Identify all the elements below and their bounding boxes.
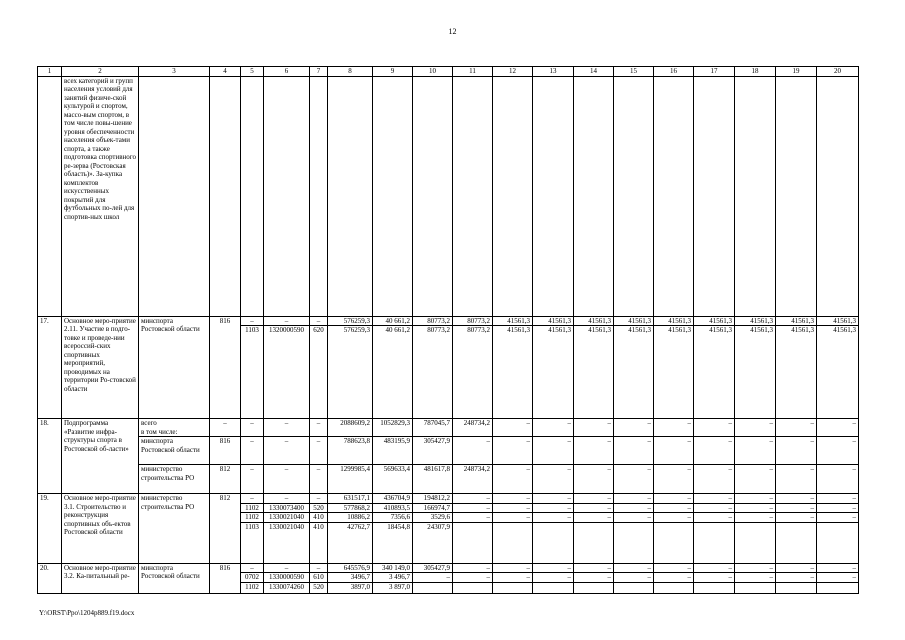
value-cell: – — [574, 419, 614, 437]
executor-label: минспорта Ростовской области — [141, 437, 200, 454]
executor-cell: минспорта Ростовской области — [139, 563, 210, 593]
column-number-header: 13 — [533, 67, 574, 77]
expense-type-cell: – — [310, 465, 328, 494]
executor-label: министерство строительства РО — [141, 465, 195, 482]
value-cell: 41561,3 — [493, 326, 533, 419]
empty-cell — [614, 76, 654, 316]
empty-cell — [413, 76, 453, 316]
section-code-cell: 1102 — [241, 513, 264, 523]
file-path-footer: Y:\ORST\Ppo\1204p889.f19.docx — [39, 609, 135, 617]
expense-type-cell: 410 — [310, 522, 328, 563]
value-cell: – — [694, 494, 735, 504]
value-cell: – — [654, 465, 694, 494]
value-cell: 80773,2 — [453, 326, 493, 419]
column-number-header: 8 — [328, 67, 373, 77]
value-cell: 576259,3 — [328, 316, 373, 326]
value-cell: 166974,7 — [413, 503, 453, 513]
executor-cell — [139, 419, 210, 437]
executor-label: всего — [141, 419, 157, 427]
value-cell: 577868,2 — [328, 503, 373, 513]
grbs-cell: 816 — [210, 316, 241, 419]
value-cell: – — [574, 563, 614, 573]
section-code-cell: 0702 — [241, 573, 264, 583]
value-cell — [694, 522, 735, 563]
value-cell: – — [817, 573, 859, 583]
empty-cell — [328, 76, 373, 316]
value-cell: – — [735, 563, 776, 573]
empty-cell — [574, 76, 614, 316]
value-cell: – — [614, 513, 654, 523]
value-cell: – — [614, 573, 654, 583]
target-article-cell: 1330000590 — [264, 573, 310, 583]
value-cell: 305427,9 — [413, 563, 453, 573]
target-article-cell: – — [264, 437, 310, 465]
expense-type-cell: – — [310, 494, 328, 504]
section-code-cell: – — [241, 465, 264, 494]
column-number-header: 7 — [310, 67, 328, 77]
column-number-header: 6 — [264, 67, 310, 77]
value-cell: – — [574, 465, 614, 494]
section-code-cell: 1102 — [241, 503, 264, 513]
value-cell: – — [574, 573, 614, 583]
column-number-header: 17 — [694, 67, 735, 77]
value-cell: 194812,2 — [413, 494, 453, 504]
value-cell: – — [533, 563, 574, 573]
value-cell — [776, 582, 817, 593]
value-cell: – — [654, 503, 694, 513]
value-cell: 787045,7 — [413, 419, 453, 437]
row-number-cell: 20. — [38, 563, 62, 593]
value-cell: – — [694, 563, 735, 573]
value-cell: – — [817, 419, 859, 437]
value-cell: 483195,9 — [373, 437, 413, 465]
value-cell: – — [533, 437, 574, 465]
value-cell — [817, 522, 859, 563]
table-row — [38, 419, 859, 437]
section-code-cell: – — [241, 563, 264, 573]
column-number-header: 11 — [453, 67, 493, 77]
value-cell: 248734,2 — [453, 465, 493, 494]
section-code-cell: 1103 — [241, 326, 264, 419]
target-article-cell: – — [264, 563, 310, 573]
executor-cell: министерство строительства РО — [139, 494, 210, 564]
value-cell — [614, 522, 654, 563]
target-article-cell: 1330021040 — [264, 513, 310, 523]
event-name-cell: всех категорий и групп населения условий для занятий физиче-ской культурой и спортом, массо-вым спортом, в том числе повы-шение уровня обеспеченности населения объек-тами спорта, а также подготовка спортивного ре-зерва (Ростовская область)». За-купка комплектов искусственных покрытий для футбольных по-лей для спортив-ных школ — [62, 76, 139, 316]
empty-cell — [241, 76, 264, 316]
value-cell: – — [694, 503, 735, 513]
value-cell: – — [453, 503, 493, 513]
value-cell: 41561,3 — [694, 316, 735, 326]
empty-cell — [533, 76, 574, 316]
value-cell: – — [817, 563, 859, 573]
value-cell: 41561,3 — [533, 326, 574, 419]
event-name-cell: Подпрограмма «Развитие инфра-структуры спорта в Ростовской об-ласти» — [62, 419, 139, 494]
value-cell: – — [493, 563, 533, 573]
value-cell — [533, 582, 574, 593]
header-row — [38, 67, 859, 77]
value-cell: – — [817, 465, 859, 494]
value-cell: 41561,3 — [817, 316, 859, 326]
value-cell: – — [654, 513, 694, 523]
value-cell: 788623,8 — [328, 437, 373, 465]
value-cell: 248734,2 — [453, 419, 493, 437]
value-cell: 80773,2 — [453, 316, 493, 326]
value-cell: 305427,9 — [413, 437, 453, 465]
value-cell: 40 661,2 — [373, 316, 413, 326]
value-cell — [453, 582, 493, 593]
value-cell: – — [614, 419, 654, 437]
value-cell: – — [735, 494, 776, 504]
value-cell — [493, 582, 533, 593]
expense-type-cell: – — [310, 419, 328, 437]
value-cell: – — [453, 563, 493, 573]
value-cell: – — [776, 419, 817, 437]
value-cell: – — [533, 465, 574, 494]
target-article-cell: – — [264, 316, 310, 326]
column-number-header: 1 — [38, 67, 62, 77]
value-cell: – — [493, 465, 533, 494]
value-cell — [735, 522, 776, 563]
value-cell — [654, 522, 694, 563]
section-code-cell: – — [241, 316, 264, 326]
value-cell: 41561,3 — [694, 326, 735, 419]
value-cell: – — [776, 573, 817, 583]
value-cell: 80773,2 — [413, 316, 453, 326]
empty-cell — [493, 76, 533, 316]
value-cell: – — [574, 513, 614, 523]
value-cell: 7356,6 — [373, 513, 413, 523]
value-cell: 481617,8 — [413, 465, 453, 494]
value-cell — [453, 522, 493, 563]
table-row — [38, 494, 859, 504]
value-cell — [694, 582, 735, 593]
value-cell — [614, 582, 654, 593]
value-cell: – — [493, 494, 533, 504]
value-cell: 3529,6 — [413, 513, 453, 523]
column-number-header: 9 — [373, 67, 413, 77]
value-cell: – — [533, 419, 574, 437]
section-code-cell: – — [241, 437, 264, 465]
value-cell — [413, 582, 453, 593]
table-row — [38, 76, 859, 316]
target-article-cell: 1330073400 — [264, 503, 310, 513]
value-cell: 42762,7 — [328, 522, 373, 563]
value-cell: – — [694, 465, 735, 494]
value-cell: 41561,3 — [735, 326, 776, 419]
value-cell: – — [735, 419, 776, 437]
grbs-cell: 812 — [210, 465, 241, 494]
value-cell — [533, 522, 574, 563]
empty-cell — [735, 76, 776, 316]
value-cell: – — [735, 513, 776, 523]
value-cell: 2088609,2 — [328, 419, 373, 437]
value-cell: 569633,4 — [373, 465, 413, 494]
value-cell: – — [453, 513, 493, 523]
value-cell: – — [776, 494, 817, 504]
column-number-header: 2 — [62, 67, 139, 77]
row-number-cell — [38, 76, 62, 316]
executor-cell — [139, 465, 210, 494]
value-cell: 80773,2 — [413, 326, 453, 419]
value-cell: 410893,5 — [373, 503, 413, 513]
expense-type-cell: – — [310, 316, 328, 326]
value-cell: – — [654, 573, 694, 583]
empty-cell — [776, 76, 817, 316]
value-cell: – — [614, 563, 654, 573]
grbs-cell: 816 — [210, 437, 241, 465]
value-cell: – — [817, 513, 859, 523]
value-cell: – — [493, 573, 533, 583]
grbs-cell: 816 — [210, 563, 241, 593]
value-cell: – — [654, 437, 694, 465]
expense-type-cell: 520 — [310, 503, 328, 513]
value-cell: – — [533, 503, 574, 513]
value-cell: – — [574, 503, 614, 513]
expense-type-cell: 620 — [310, 326, 328, 419]
value-cell: – — [574, 494, 614, 504]
column-number-header: 15 — [614, 67, 654, 77]
column-number-header: 20 — [817, 67, 859, 77]
executor-cell — [139, 437, 210, 465]
target-article-cell: – — [264, 494, 310, 504]
value-cell: – — [493, 513, 533, 523]
value-cell: 41561,3 — [614, 326, 654, 419]
value-cell: 41561,3 — [817, 326, 859, 419]
expense-type-cell: 410 — [310, 513, 328, 523]
column-number-header: 5 — [241, 67, 264, 77]
empty-cell — [139, 76, 210, 316]
value-cell — [574, 522, 614, 563]
expense-type-cell: 610 — [310, 573, 328, 583]
value-cell: 3 897,0 — [373, 582, 413, 593]
value-cell — [817, 582, 859, 593]
value-cell: – — [735, 437, 776, 465]
value-cell: – — [776, 465, 817, 494]
value-cell: – — [735, 503, 776, 513]
value-cell: – — [776, 503, 817, 513]
value-cell: – — [817, 437, 859, 465]
section-code-cell: 1103 — [241, 522, 264, 563]
value-cell: – — [694, 513, 735, 523]
value-cell: – — [694, 419, 735, 437]
value-cell: – — [493, 437, 533, 465]
value-cell: – — [694, 573, 735, 583]
executor-cell: минспорта Ростовской области — [139, 316, 210, 419]
value-cell: – — [654, 563, 694, 573]
target-article-cell: 1320000590 — [264, 326, 310, 419]
expense-type-cell: 520 — [310, 582, 328, 593]
column-number-header: 14 — [574, 67, 614, 77]
value-cell: 10886,2 — [328, 513, 373, 523]
value-cell: 41561,3 — [533, 316, 574, 326]
value-cell: 631517,1 — [328, 494, 373, 504]
table-row — [38, 437, 859, 465]
value-cell: 18454,8 — [373, 522, 413, 563]
value-cell: 340 149,0 — [373, 563, 413, 573]
table-row — [38, 563, 859, 573]
value-cell: – — [817, 494, 859, 504]
value-cell: 3496,7 — [328, 573, 373, 583]
value-cell: – — [493, 503, 533, 513]
value-cell: – — [614, 494, 654, 504]
value-cell: – — [735, 573, 776, 583]
value-cell: – — [493, 419, 533, 437]
section-code-cell: – — [241, 419, 264, 437]
value-cell: 41561,3 — [493, 316, 533, 326]
value-cell: – — [614, 465, 654, 494]
value-cell: 41561,3 — [654, 326, 694, 419]
value-cell: 41561,3 — [776, 326, 817, 419]
value-cell: – — [735, 465, 776, 494]
value-cell: – — [453, 494, 493, 504]
empty-cell — [210, 76, 241, 316]
row-number-cell: 17. — [38, 316, 62, 419]
empty-cell — [264, 76, 310, 316]
empty-cell — [310, 76, 328, 316]
empty-cell — [453, 76, 493, 316]
column-number-header: 18 — [735, 67, 776, 77]
column-number-header: 4 — [210, 67, 241, 77]
value-cell — [493, 522, 533, 563]
executor-sublabel: в том числе: — [141, 427, 178, 436]
value-cell: 41561,3 — [574, 326, 614, 419]
value-cell: – — [776, 563, 817, 573]
budget-table — [37, 66, 859, 594]
value-cell: – — [453, 573, 493, 583]
value-cell: 645576,9 — [328, 563, 373, 573]
value-cell: – — [533, 573, 574, 583]
value-cell: 3 496,7 — [373, 573, 413, 583]
column-number-header: 19 — [776, 67, 817, 77]
expense-type-cell: – — [310, 563, 328, 573]
value-cell: 1052829,3 — [373, 419, 413, 437]
value-cell — [735, 582, 776, 593]
event-name-cell: Основное меро-приятие 2.11. Участие в подго-товке и проведе-нии всероссий-ских спортивных мероприятий, проводимых на территории Ро-стовской области — [62, 316, 139, 419]
target-article-cell: – — [264, 465, 310, 494]
value-cell: 1299985,4 — [328, 465, 373, 494]
value-cell: – — [776, 437, 817, 465]
target-article-cell: 1330074260 — [264, 582, 310, 593]
value-cell: 24307,9 — [413, 522, 453, 563]
grbs-cell: – — [210, 419, 241, 437]
value-cell: – — [694, 437, 735, 465]
value-cell — [776, 522, 817, 563]
value-cell: – — [614, 437, 654, 465]
row-number-cell: 18. — [38, 419, 62, 494]
value-cell: – — [574, 437, 614, 465]
empty-cell — [817, 76, 859, 316]
value-cell: – — [533, 494, 574, 504]
section-code-cell: 1102 — [241, 582, 264, 593]
value-cell: 576259,3 — [328, 326, 373, 419]
value-cell: – — [413, 573, 453, 583]
event-name-cell: Основное меро-приятие 3.1. Строительство и реконструкция спортивных объ-ектов Ростовской области — [62, 494, 139, 564]
value-cell: – — [614, 503, 654, 513]
row-number-cell: 19. — [38, 494, 62, 564]
grbs-cell: 812 — [210, 494, 241, 564]
column-number-header: 16 — [654, 67, 694, 77]
empty-cell — [694, 76, 735, 316]
value-cell — [654, 582, 694, 593]
table-row — [38, 316, 859, 326]
value-cell: 40 661,2 — [373, 326, 413, 419]
value-cell: 41561,3 — [776, 316, 817, 326]
value-cell: 3897,0 — [328, 582, 373, 593]
value-cell: 41561,3 — [574, 316, 614, 326]
value-cell: – — [817, 503, 859, 513]
target-article-cell: – — [264, 419, 310, 437]
expense-type-cell: – — [310, 437, 328, 465]
value-cell — [574, 582, 614, 593]
value-cell: 41561,3 — [654, 316, 694, 326]
value-cell: 41561,3 — [614, 316, 654, 326]
value-cell: – — [453, 437, 493, 465]
table-row — [38, 465, 859, 494]
column-number-header: 3 — [139, 67, 210, 77]
event-name-cell: Основное меро-приятие 3.2. Ка-питальный ре- — [62, 563, 139, 593]
empty-cell — [373, 76, 413, 316]
value-cell: 41561,3 — [735, 316, 776, 326]
value-cell: – — [776, 513, 817, 523]
target-article-cell: 1330021040 — [264, 522, 310, 563]
value-cell: – — [533, 513, 574, 523]
section-code-cell: – — [241, 494, 264, 504]
value-cell: – — [654, 494, 694, 504]
value-cell: 436704,9 — [373, 494, 413, 504]
page-number: 12 — [448, 27, 457, 36]
value-cell: – — [654, 419, 694, 437]
empty-cell — [654, 76, 694, 316]
column-number-header: 10 — [413, 67, 453, 77]
column-number-header: 12 — [493, 67, 533, 77]
